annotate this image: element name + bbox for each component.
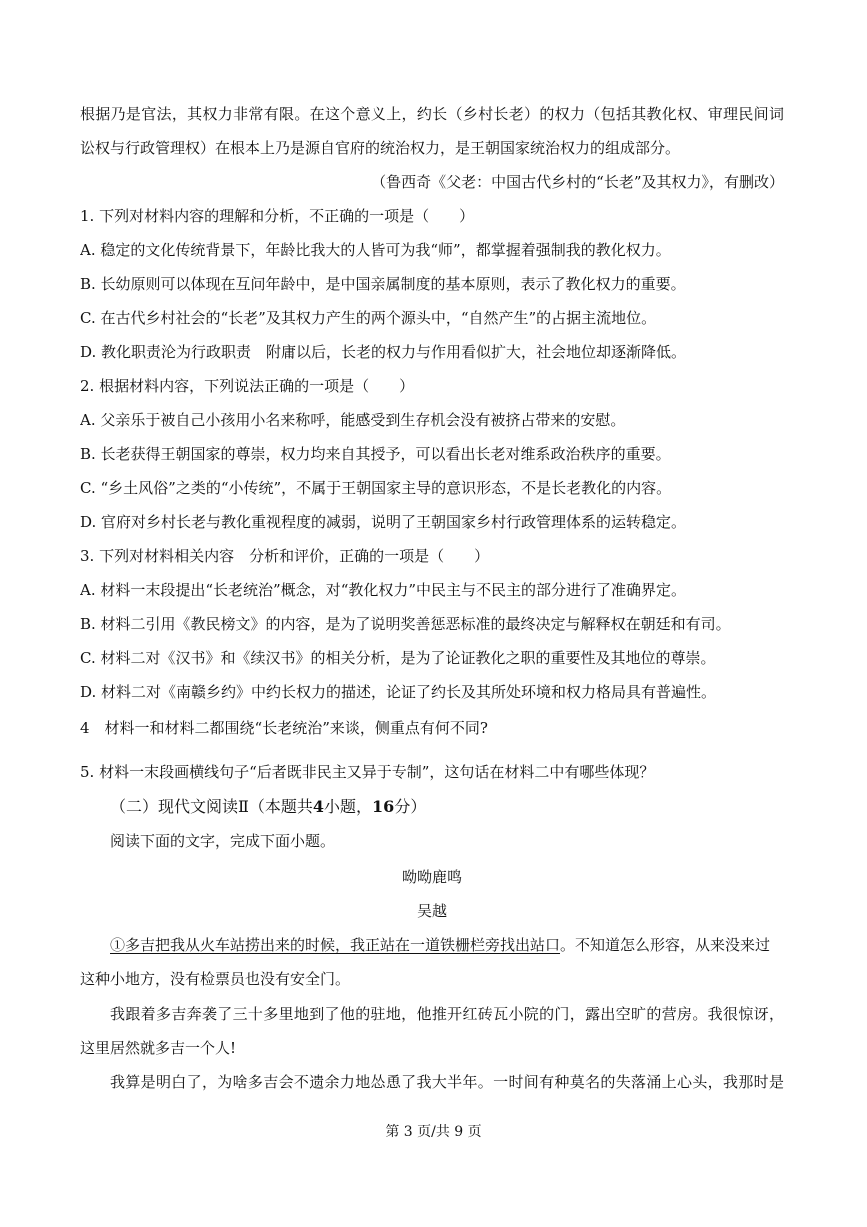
story-paragraph-1-cont: 这种小地方，没有检票员也没有安全门。: [80, 970, 351, 988]
question-3-stem: 3. 下列对材料相关内容 分析和评价，正确的一项是（ ）: [80, 547, 490, 565]
story-paragraph-1: [80, 935, 784, 955]
question-3-option-b: B. 材料二引用《教民榜文》的内容，是为了说明奖善惩恶标准的最终决定与解释权在朝廷和有司。: [80, 615, 731, 633]
question-1-option-a: A. 稳定的文化传统背景下，年龄比我大的人皆可为我“师”，都掌握着强制我的教化权力。: [80, 241, 671, 259]
question-2-option-d: D. 官府对乡村长老与教化重视程度的减弱，说明了王朝国家乡村行政管理体系的运转稳定。: [80, 513, 687, 531]
question-4: 4 材料一和材料二都围绕“长老统治”来谈，侧重点有何不同?: [80, 719, 488, 737]
passage-citation: （鲁西奇《父老：中国古代乡村的“长老”及其权力》，有删改）: [371, 173, 784, 191]
story-paragraph-2: 我跟着多吉奔袭了三十多里地到了他的驻地，他推开红砖瓦小院的门，露出空旷的营房。我很惊讶，: [110, 1005, 784, 1023]
section-question-count: 4: [312, 797, 325, 816]
question-1-option-c: C. 在古代乡村社会的“长老”及其权力产生的两个源头中，“自然产生”的占据主流地位。: [80, 309, 657, 327]
story-paragraph-3: 我算是明白了，为啥多吉会不遗余力地怂恿了我大半年。一时间有种莫名的失落涌上心头，我那时是: [110, 1073, 784, 1091]
question-2-option-c: C. “乡土风俗”之类的“小传统”，不属于王朝国家主导的意识形态，不是长老教化的内容。: [80, 479, 672, 497]
section-heading-mid: 小题，: [324, 797, 373, 816]
question-1-option-b: B. 长幼原则可以体现在互问年龄中，是中国亲属制度的基本原则，表示了教化权力的重要。: [80, 275, 686, 293]
question-2-option-a: A. 父亲乐于被自己小孩用小名来称呼，能感受到生存机会没有被挤占带来的安慰。: [80, 411, 626, 429]
question-1-option-d: D. 教化职责沦为行政职责 附庸以后，长老的权力与作用看似扩大，社会地位却逐渐降低。: [80, 343, 687, 361]
story-author: 吴越: [416, 902, 447, 920]
question-2-stem: 2. 根据材料内容，下列说法正确的一项是（ ）: [80, 377, 415, 395]
question-3-option-a: A. 材料一末段提出“长老统治”概念，对“教化权力”中民主与不民主的部分进行了准确界定。: [80, 581, 687, 599]
section-heading-suffix: 分）: [394, 797, 427, 816]
reading-instruction: 阅读下面的文字，完成下面小题。: [110, 832, 336, 850]
passage-line: 讼权与行政管理权）在根本上乃是源自官府的统治权力，是王朝国家统治权力的组成部分。: [80, 139, 681, 157]
question-5: 5. 材料一末段画横线句子“后者既非民主又异于专制”，这句话在材料二中有哪些体现？: [80, 763, 655, 781]
story-paragraph-2-cont: 这里居然就多吉一个人!: [80, 1039, 237, 1057]
passage-line: 根据乃是官法，其权力非常有限。在这个意义上，约长（乡村长老）的权力（包括其教化权、审理民间词: [80, 105, 784, 123]
question-3-option-d: D. 材料二对《南赣乡约》中约长权力的描述，论证了约长及其所处环境和权力格局具有普遍性。: [80, 683, 717, 701]
paragraph-text: 。不知道怎么形容，从来没来过: [560, 936, 771, 954]
section-score: 16: [372, 797, 395, 816]
section-heading-prefix: （二）现代文阅读Ⅱ（本题共: [110, 797, 313, 816]
question-1-stem: 1. 下列对材料内容的理解和分析，不正确的一项是（ ）: [80, 207, 475, 225]
page-footer: 第 3 页/共 9 页: [385, 1124, 482, 1140]
underlined-sentence: ①多吉把我从火车站捞出来的时候，我正站在一道铁栅栏旁找出站口: [110, 936, 561, 954]
question-3-option-c: C. 材料二对《汉书》和《续汉书》的相关分析，是为了论证教化之职的重要性及其地位的尊崇。: [80, 649, 716, 667]
story-title: 呦呦鹿鸣: [401, 868, 462, 886]
question-2-option-b: B. 长老获得王朝国家的尊崇，权力均来自其授予，可以看出长老对维系政治秩序的重要。: [80, 445, 671, 463]
section-heading: [80, 797, 784, 817]
